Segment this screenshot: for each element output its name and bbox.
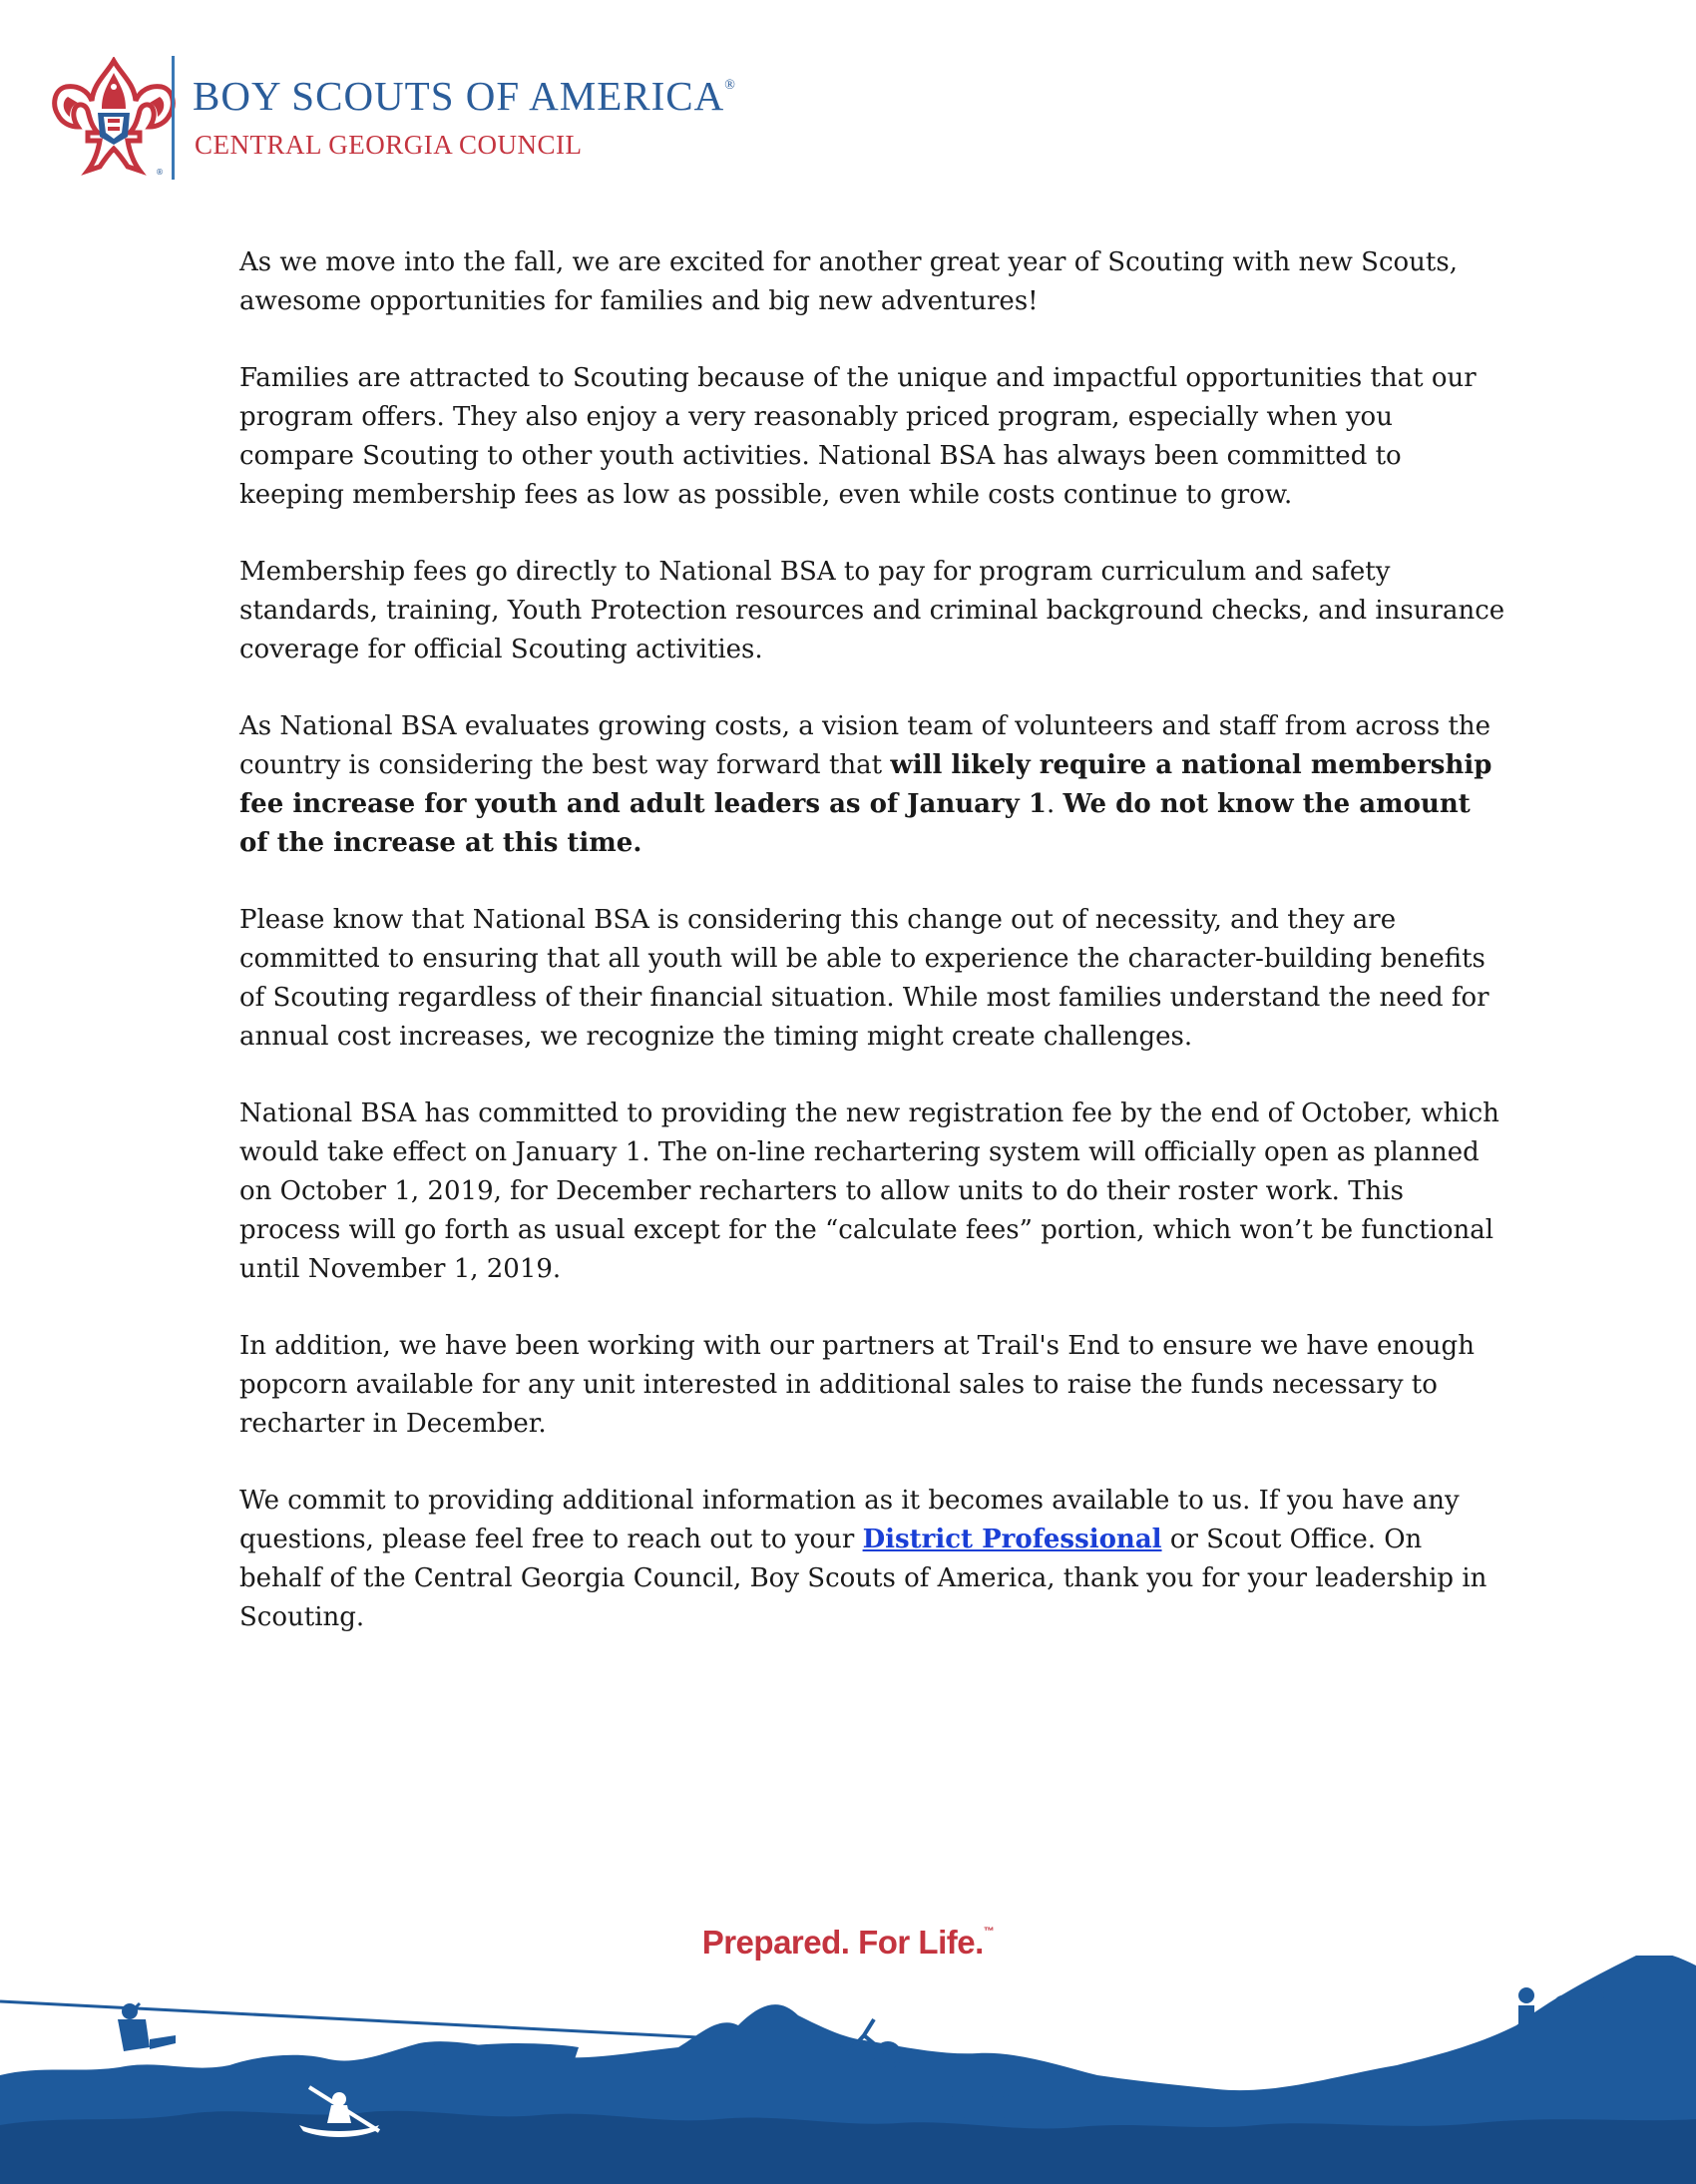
footer-landscape <box>0 1956 1696 2184</box>
tagline: Prepared. For Life.™ <box>701 1924 995 1961</box>
fleur-de-lis-logo-icon <box>48 57 180 185</box>
zipline-cable <box>0 2001 698 2037</box>
paragraph-intro: As we move into the fall, we are excited for another great year of Scouting with new Scouts, awesome opportunities for families and big new adventures! <box>239 247 1458 316</box>
letterhead <box>48 52 946 182</box>
paragraph-families: Families are attracted to Scouting because of the unique and impactful opportunities that our program offers. They also enjoy a very reasonably priced program, especially when you compare Scouting to other youth activities. National BSA has always been committed to keeping membership fees as low as possible, even while costs continue to grow. <box>239 363 1477 510</box>
paragraph-fees: Membership fees go directly to National BSA to pay for program curriculum and safety standards, training, Youth Protection resources and criminal background checks, and insurance coverage for official Scouting activities. <box>239 557 1505 664</box>
org-name: BOY SCOUTS OF AMERICA® <box>193 73 736 119</box>
svg-text:®: ® <box>156 168 164 177</box>
letter-body <box>239 243 1506 1675</box>
paragraph-closing: We commit to providing additional information as it becomes available to us. If you have any questions, please feel free to reach out to your District Professional or Scout Office. On behalf of the Central Georgia Council, Boy Scouts of America, thank you for your leadership in Scouting. <box>239 1486 1487 1632</box>
header-divider <box>172 56 175 180</box>
council-name: CENTRAL GEORGIA COUNCIL <box>195 130 583 160</box>
paragraph-popcorn: In addition, we have been working with our partners at Trail's End to ensure we have enough popcorn available for any unit interested in additional sales to raise the funds necessary to recharter in December. <box>239 1331 1475 1439</box>
paragraph-recharter: National BSA has committed to providing the new registration fee by the end of October, which would take effect on January 1. The on-line rechartering system will officially open as planned on October 1, 2019, for December recharters to allow units to do their roster work. This process will go forth as usual except for the “calculate fees” portion, which won’t be functional until November 1, 2019. <box>239 1098 1499 1284</box>
district-professional-link[interactable]: District Professional <box>862 1525 1162 1554</box>
paragraph-necessity: Please know that National BSA is considering this change out of necessity, and they are committed to ensuring that all youth will be able to experience the character-building benefits of Scouting regardless of their financial situation. While most families understand the need for annual cost increases, we recognize the timing might create challenges. <box>239 905 1489 1052</box>
bold-amount-unknown: We do not know the amount of the increase at this time. <box>239 789 1471 858</box>
hikers-icon <box>1518 1987 1604 2057</box>
bold-fee-increase: will likely require a national membership fee increase for youth and adult leaders as of January 1 <box>239 750 1492 819</box>
registered-mark: ® <box>724 78 736 93</box>
paragraph-increase: As National BSA evaluates growing costs, a vision team of volunteers and staff from across the country is considering the best way forward that will likely require a national membership fee increase for youth and adult leaders as of January 1. We do not know the amount of the increase at this time. <box>239 711 1492 858</box>
trademark: ™ <box>983 1926 995 1938</box>
